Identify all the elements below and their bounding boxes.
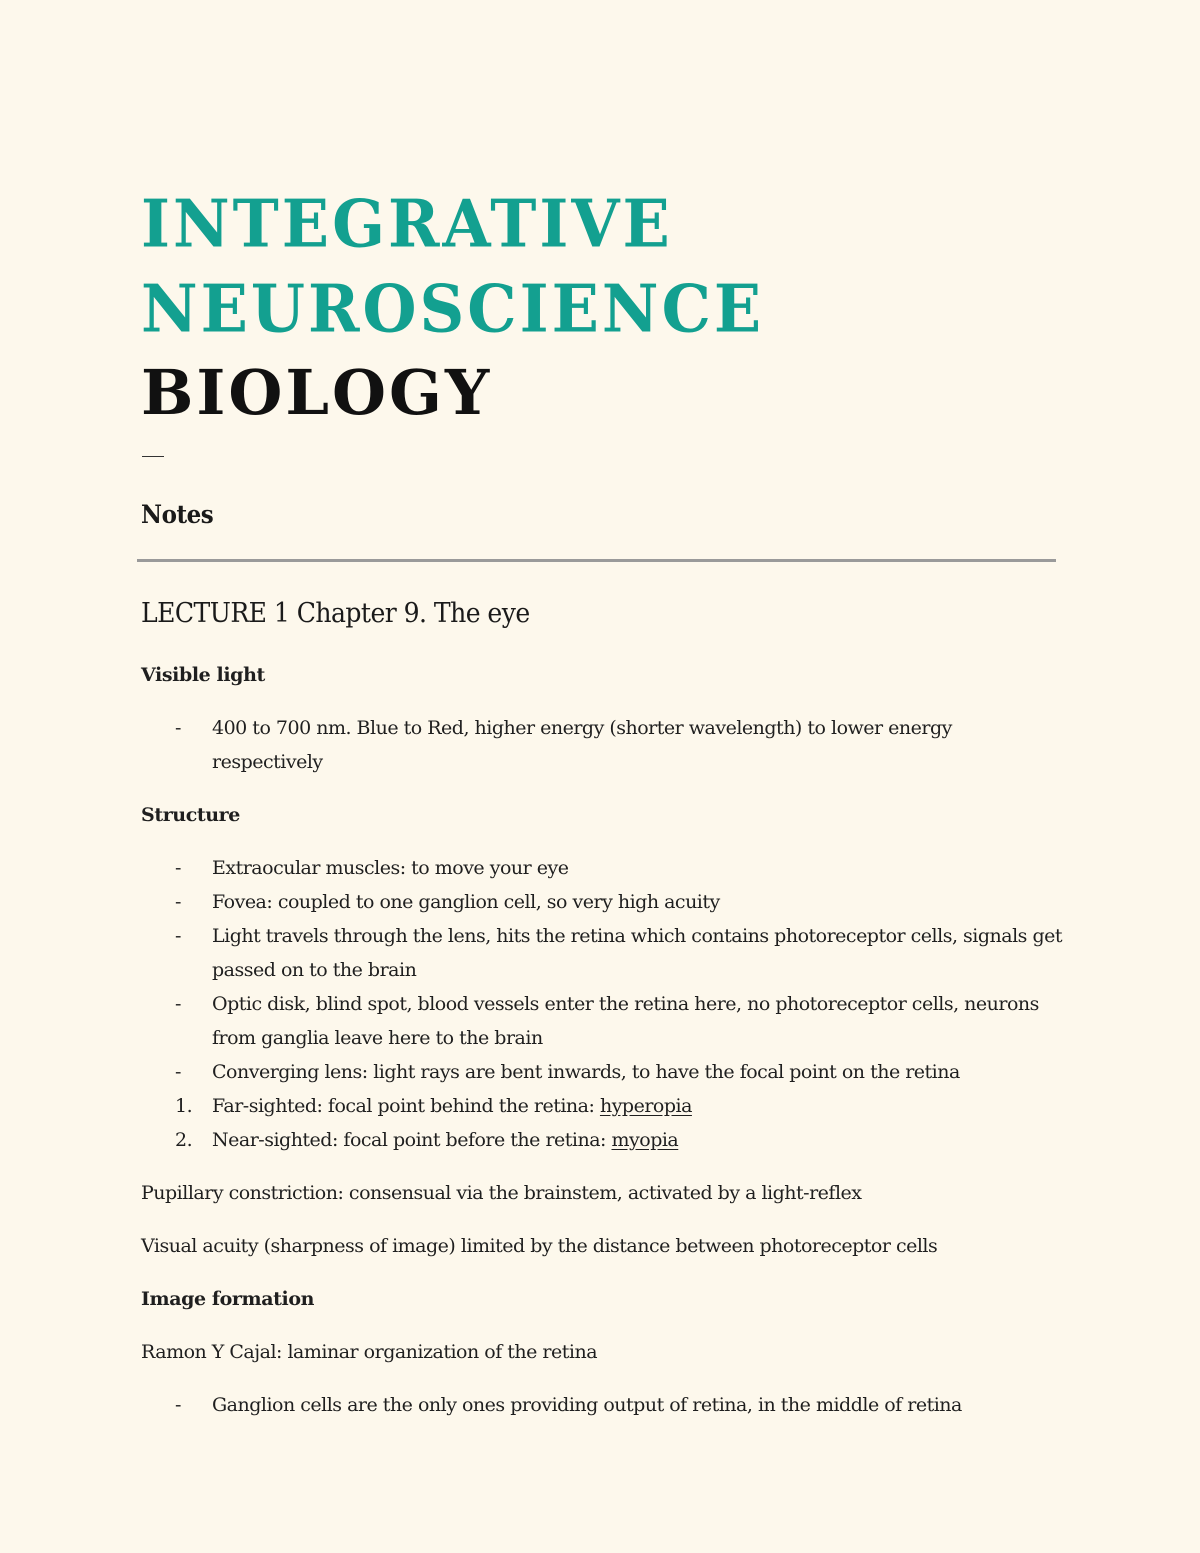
dash-bullet: - bbox=[175, 857, 181, 879]
document-body bbox=[141, 596, 1071, 1422]
visible-light-list bbox=[141, 711, 1071, 779]
horizontal-rule bbox=[137, 559, 1056, 562]
lecture-heading: LECTURE 1 Chapter 9. The eye bbox=[141, 598, 530, 629]
image-formation-list bbox=[141, 1388, 1071, 1422]
notes-label: Notes bbox=[141, 500, 214, 529]
structure-list bbox=[141, 851, 1071, 1089]
numbered-item-text: Near-sighted: focal point before the retina: bbox=[212, 1129, 612, 1151]
section-heading-visible-light: Visible light bbox=[141, 664, 265, 686]
list-item-text: Ganglion cells are the only ones providing output of retina, in the middle of retina bbox=[212, 1394, 962, 1416]
list-item bbox=[141, 987, 1042, 1055]
dash-bullet: - bbox=[175, 1394, 181, 1416]
numbered-item bbox=[141, 1089, 1071, 1123]
numbered-item bbox=[141, 1123, 1071, 1157]
number-marker: 2. bbox=[175, 1129, 193, 1151]
section-heading-structure: Structure bbox=[141, 804, 240, 826]
list-item-text: Converging lens: light rays are bent inwards, to have the focal point on the retina bbox=[212, 1061, 960, 1083]
list-item-text: Light travels through the lens, hits the retina which contains photoreceptor cells, signals get passed on to the brain bbox=[212, 925, 1062, 981]
title-dash-divider bbox=[142, 456, 164, 457]
numbered-item-text: Far-sighted: focal point behind the retina: bbox=[212, 1095, 600, 1117]
list-item bbox=[141, 919, 1072, 987]
list-item bbox=[141, 885, 1071, 919]
list-item-text: Fovea: coupled to one ganglion cell, so very high acuity bbox=[212, 891, 720, 913]
dash-bullet: - bbox=[175, 891, 181, 913]
term-hyperopia: hyperopia bbox=[599, 1095, 692, 1117]
paragraph-acuity: Visual acuity (sharpness of image) limited by the distance between photoreceptor cells bbox=[141, 1235, 938, 1257]
list-item-text: 400 to 700 nm. Blue to Red, higher energy (shorter wavelength) to lower energy respectively bbox=[212, 717, 952, 773]
dash-bullet: - bbox=[175, 1061, 181, 1083]
paragraph-pupillary: Pupillary constriction: consensual via the brainstem, activated by a light-reflex bbox=[141, 1182, 862, 1204]
list-item bbox=[141, 851, 1071, 885]
section-heading-image-formation: Image formation bbox=[141, 1288, 315, 1310]
dash-bullet: - bbox=[175, 993, 181, 1015]
list-item-text: Optic disk, blind spot, blood vessels enter the retina here, no photoreceptor cells, neurons from ganglia leave here to the brain bbox=[212, 993, 1039, 1049]
list-item-text: Extraocular muscles: to move your eye bbox=[212, 857, 569, 879]
title-line-integrative: INTEGRATIVE bbox=[141, 185, 673, 263]
paragraph-cajal: Ramon Y Cajal: laminar organization of the retina bbox=[141, 1341, 598, 1363]
list-item bbox=[141, 711, 1002, 779]
structure-numbered-list bbox=[141, 1089, 1071, 1157]
title-line-neuroscience: NEUROSCIENCE bbox=[141, 270, 765, 348]
dash-bullet: - bbox=[175, 925, 181, 947]
term-myopia: myopia bbox=[611, 1129, 679, 1151]
list-item bbox=[141, 1388, 1071, 1422]
list-item bbox=[141, 1055, 1071, 1089]
number-marker: 1. bbox=[175, 1095, 193, 1117]
title-line-biology: BIOLOGY bbox=[141, 356, 493, 429]
dash-bullet: - bbox=[175, 717, 181, 739]
